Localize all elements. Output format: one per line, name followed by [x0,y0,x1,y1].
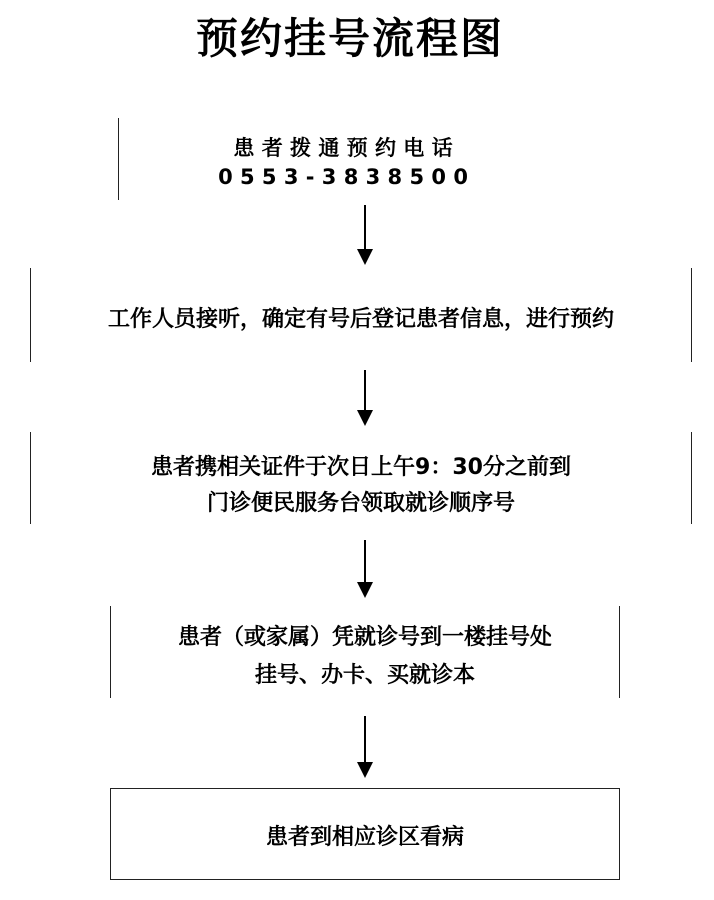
step-call-text: 患 者 拨 通 预 约 电 话 [233,136,453,160]
flow-arrow-4 [357,716,373,778]
step-register-text: 工作人员接听，确定有号后登记患者信息，进行预约 [107,307,614,332]
box-top-border [110,788,620,789]
flow-arrow-3 [357,540,373,598]
step-box-call [118,118,568,200]
step-ticket-line1: 患者携相关证件于次日上午9：30分之前到 [151,455,571,480]
step-visit-text: 患者到相应诊区看病 [265,825,464,850]
step-payment-line1: 患者（或家属）凭就诊号到一楼挂号处 [177,625,552,650]
flow-arrow-2 [357,370,373,426]
step-box-payment [110,606,620,698]
box-bottom-border [110,879,620,880]
step-ticket-line2: 门诊便民服务台领取就诊顺序号 [206,491,515,516]
flow-arrow-1 [357,205,373,265]
step-box-visit [110,788,620,880]
step-payment-line2: 挂号、办卡、买就诊本 [254,663,475,688]
step-call-phone: 0 5 5 3 - 3 8 3 8 5 0 0 [218,165,468,189]
step-box-ticket [30,432,692,524]
step-box-register [30,268,692,362]
flowchart-title: 预约挂号流程图 [195,14,504,63]
